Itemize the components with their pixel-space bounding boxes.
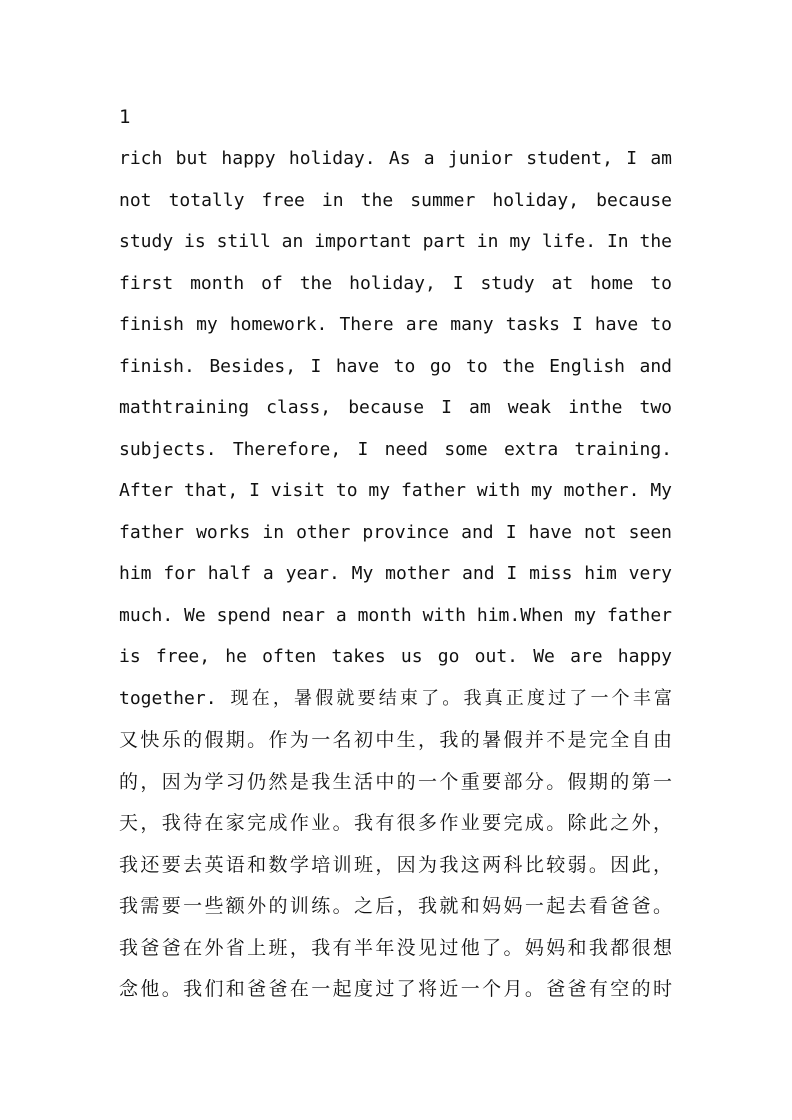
text-line: 我需要一些额外的训练。之后，我就和妈妈一起去看爸爸。 (119, 895, 672, 917)
text-line: 我还要去英语和数学培训班，因为我这两科比较弱。因此， (119, 854, 672, 876)
text-line: 又快乐的假期。作为一名初中生，我的暑假并不是完全自由 (119, 729, 672, 751)
text-line: After that, I visit to my father with my mother. My (119, 480, 672, 501)
text-line: not totally free in the summer holiday, because (119, 190, 672, 211)
text-line: finish. Besides, I have to go to the English and (119, 356, 672, 377)
text-line: together. 现在，暑假就要结束了。我真正度过了一个丰富 (119, 688, 672, 709)
text-line: 念他。我们和爸爸在一起度过了将近一个月。爸爸有空的时 (119, 978, 672, 1000)
text-line: rich but happy holiday. As a junior student, I am (119, 148, 672, 169)
text-line: 天，我待在家完成作业。我有很多作业要完成。除此之外， (119, 812, 672, 834)
text-line: finish my homework. There are many tasks I have to (119, 314, 672, 335)
text-line: 的，因为学习仍然是我生活中的一个重要部分。假期的第一 (119, 771, 672, 793)
text-line: subjects. Therefore, I need some extra training. (119, 439, 672, 460)
text-line: first month of the holiday, I study at home to (119, 273, 672, 294)
text-line: is free, he often takes us go out. We are happy (119, 646, 672, 667)
page-number: 1 (119, 106, 131, 128)
text-line: mathtraining class, because I am weak inthe two (119, 397, 672, 418)
text-line: much. We spend near a month with him.When my father (119, 605, 672, 626)
text-line: study is still an important part in my life. In the (119, 231, 672, 252)
text-line: father works in other province and I have not seen (119, 522, 672, 543)
text-line: 我爸爸在外省上班，我有半年没见过他了。妈妈和我都很想 (119, 937, 672, 959)
text-line: him for half a year. My mother and I miss him very (119, 563, 672, 584)
